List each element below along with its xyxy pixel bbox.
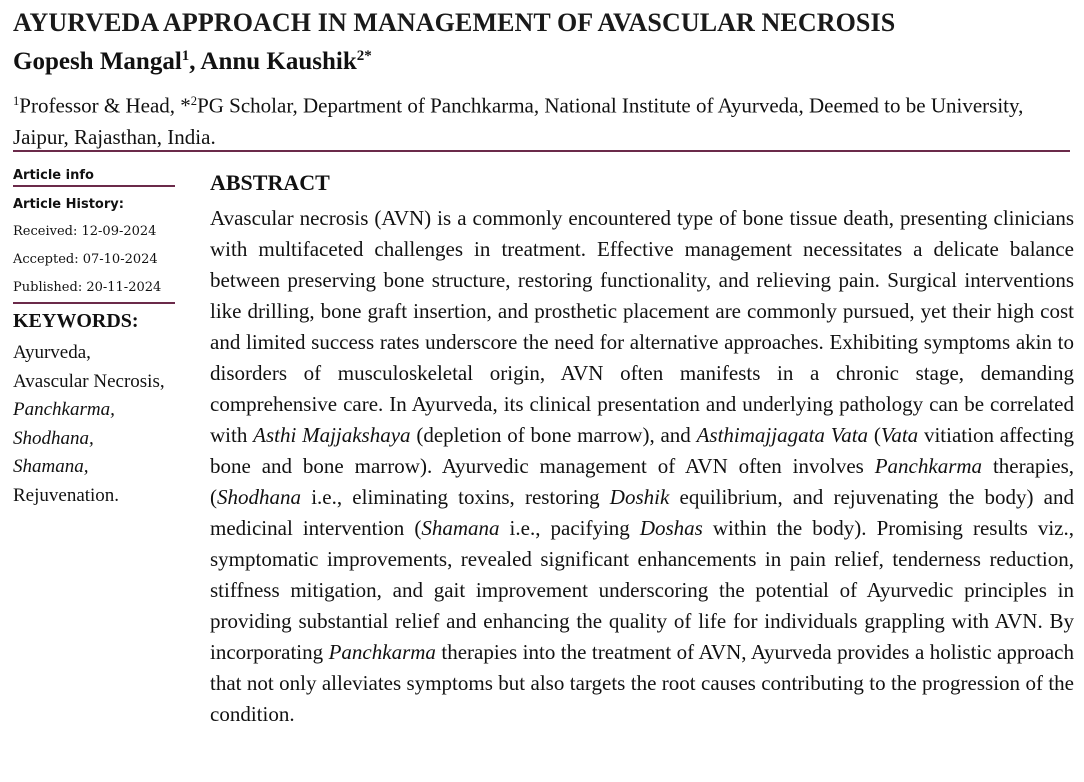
abstract-text: i.e., pacifying	[499, 516, 640, 540]
header-divider	[13, 150, 1070, 152]
abstract-text: equilibrium, and rejuvenating the body) and medicinal intervention (	[210, 485, 1074, 540]
keyword-item: Rejuvenation.	[13, 484, 120, 506]
keyword-item: Panchkarma,	[13, 399, 115, 420]
abstract-term: Doshik	[609, 485, 670, 509]
abstract-text: therapies, (	[210, 454, 1074, 509]
abstract-heading: ABSTRACT	[210, 170, 330, 195]
abstract-term: Shamana	[421, 516, 500, 540]
abstract-text: Avascular necrosis (AVN) is a commonly encountered type of bone tissue death, presenting clinicians with multifaceted challenges in treatment. Effective management necessitates a delicate balance between preserving bone structure, restoring functionality, and relieving pain. Surgical interventions like drilling, bone graft insertion, and prosthetic placement are commonly pursued, yet their high cost and limited success rates underscore the need for alternative approaches. Exhibiting symptoms akin to disorders of musculoskeletal origin, AVN often manifests in a chronic stage, demanding comprehensive care. In Ayurveda, its clinical presentation and underlying pathology can be correlated with	[210, 206, 1074, 447]
abstract-term: Vata	[880, 423, 919, 447]
abstract-term: Shodhana	[217, 485, 301, 509]
keywords-heading: KEYWORDS:	[13, 310, 139, 332]
keyword-item: Avascular Necrosis,	[13, 370, 165, 392]
history-divider	[13, 302, 175, 304]
article-title: AYURVEDA APPROACH IN MANAGEMENT OF AVASCULAR NECROSIS	[13, 8, 896, 37]
article-info-divider	[13, 185, 175, 187]
abstract-text: therapies into the treatment of AVN, Ayurveda provides a holistic approach that not only alleviates symptoms but also targets the root causes contributing to the progression of the condition.	[210, 640, 1074, 726]
article-info-sidebar	[13, 168, 183, 510]
author-line	[13, 48, 372, 76]
article-history-heading: Article History:	[13, 197, 124, 212]
author-1-affiliation-mark: 1	[181, 48, 190, 64]
affiliation-mark-1: 1	[13, 94, 20, 108]
keyword-item: Shamana,	[13, 456, 89, 477]
received-date: Received: 12-09-2024	[13, 224, 157, 239]
abstract-text: vitiation affecting bone and bone marrow). Ayurvedic management of AVN often involves	[210, 423, 1074, 478]
abstract-body	[210, 203, 1074, 730]
abstract-text: (depletion of bone marrow), and	[410, 423, 697, 447]
abstract-term: Doshas	[639, 516, 703, 540]
article-info-heading: Article info	[13, 168, 94, 183]
abstract-text: i.e., eliminating toxins, restoring	[301, 485, 610, 509]
published-date: Published: 20-11-2024	[13, 280, 162, 295]
keyword-item: Ayurveda,	[13, 342, 91, 363]
author-2-affiliation-mark: 2*	[356, 48, 372, 64]
author-2: Annu Kaushik	[200, 48, 357, 75]
author-separator: ,	[189, 48, 201, 75]
abstract-term: Panchkarma	[328, 640, 436, 664]
abstract-term: Asthi Majjakshaya	[253, 423, 411, 447]
abstract-text: within the body). Promising results viz., symptomatic improvements, revealed significant enhancements in pain relief, tenderness reduction, stiffness mitigation, and gait improvement underscoring the potential of Ayurvedic principles in providing substantial relief and enhancing the quality of life for individuals grappling with AVN. By incorporating	[210, 516, 1074, 664]
abstract-term: Panchkarma	[874, 454, 983, 478]
abstract-text: (	[868, 423, 881, 447]
affiliation-text-2: PG Scholar, Department of Panchkarma, National Institute of Ayurveda, Deemed to be University, Jaipur, Rajasthan, India.	[13, 93, 1024, 149]
keyword-item: Shodhana,	[13, 427, 94, 449]
affiliation-text-1: Professor & Head, *	[19, 93, 191, 118]
accepted-date: Accepted: 07-10-2024	[13, 252, 158, 267]
affiliation-mark-2: 2	[190, 94, 198, 108]
abstract-term: Asthimajjagata Vata	[696, 423, 869, 447]
affiliations	[13, 86, 1063, 153]
author-1: Gopesh Mangal	[13, 48, 182, 75]
